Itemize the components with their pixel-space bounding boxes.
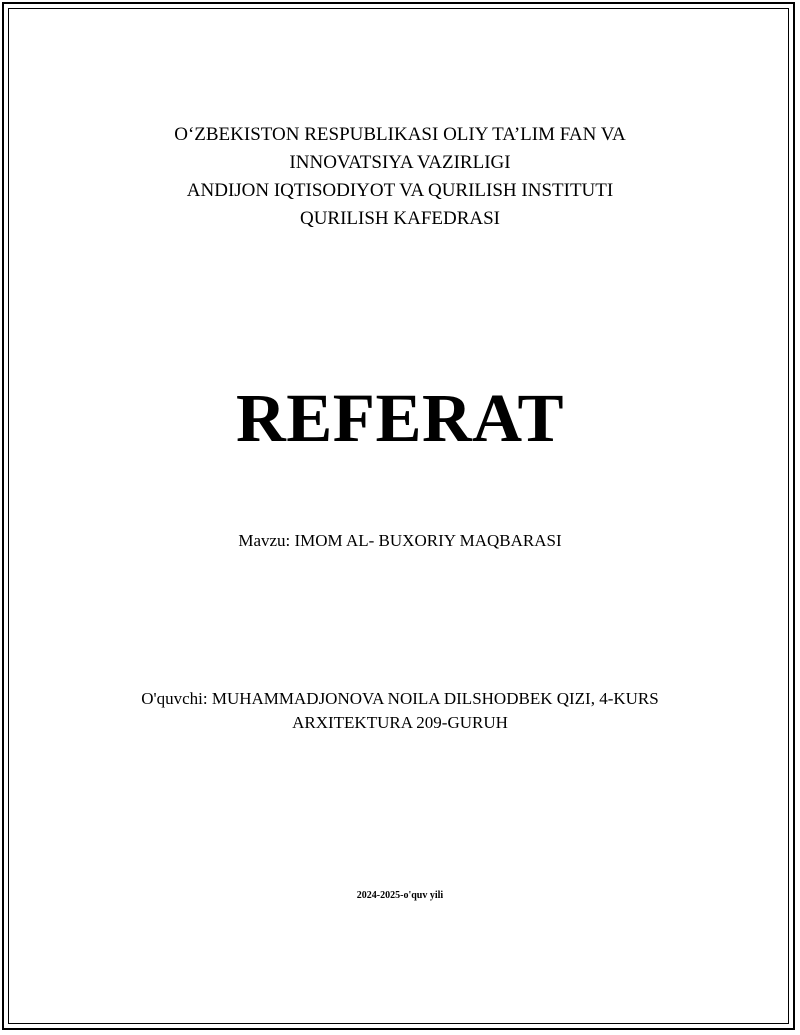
- student-line: ARXITEKTURA 209-GURUH: [292, 713, 508, 732]
- institution-header: [0, 121, 800, 233]
- header-line: INNOVATSIYA VAZIRLIGI: [289, 152, 511, 173]
- header-line: O‘ZBEKISTON RESPUBLIKASI OLIY TA’LIM FAN VA: [174, 124, 626, 145]
- academic-year: 2024-2025-o'quv yili: [356, 890, 444, 901]
- header-line: ANDIJON IQTISODIYOT VA QURILISH INSTITUTI: [186, 180, 614, 201]
- topic-line: Mavzu: IMOM AL- BUXORIY MAQBARASI: [238, 531, 562, 550]
- header-line: QURILISH KAFEDRASI: [299, 208, 501, 229]
- student-line: O'quvchi: MUHAMMADJONOVA NOILA DILSHODBEK QIZI, 4-KURS: [141, 689, 659, 708]
- student-info: [0, 687, 800, 735]
- document-title: REFERAT: [235, 380, 565, 456]
